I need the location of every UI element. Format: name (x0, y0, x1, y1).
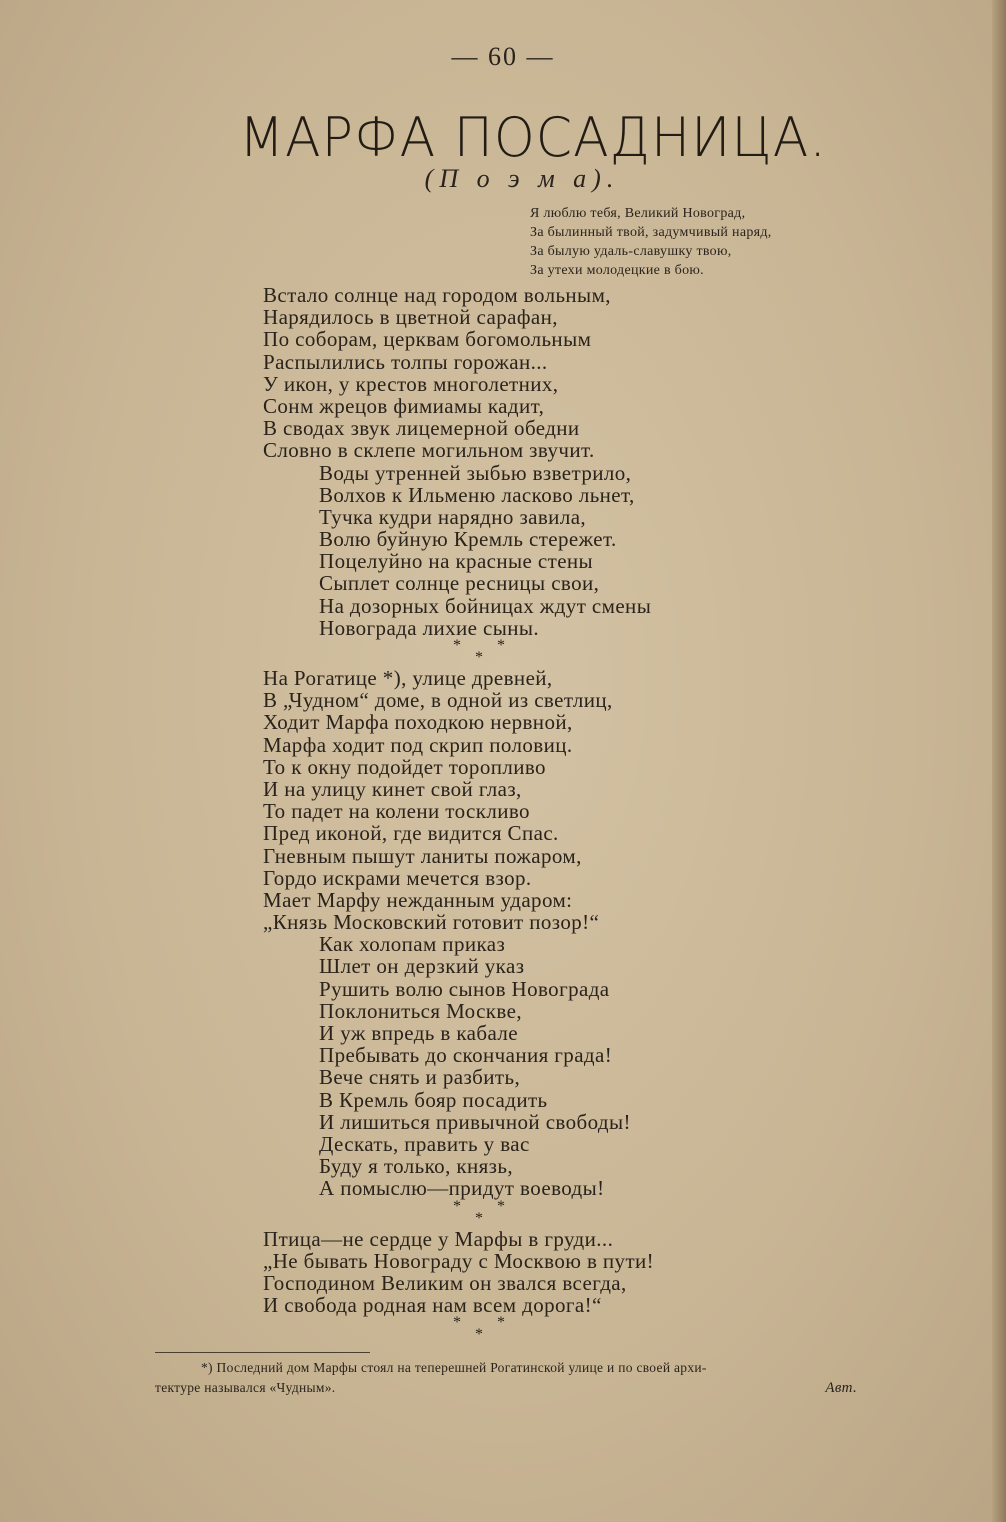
poem-line: Шлет он дерзкий указ (319, 954, 525, 979)
poem-line: В сводах звук лицемерной обедни (263, 416, 580, 441)
poem-line: Воды утренней зыбью взветрило, (319, 460, 632, 485)
separator-star: * (497, 1314, 506, 1332)
footnote (155, 1358, 915, 1398)
poem-line: Марфа ходит под скрип половиц. (263, 732, 573, 757)
poem-line: В „Чудном“ доме, в одной из светлиц, (263, 688, 613, 713)
separator-star: * (497, 637, 506, 654)
poem-line: Гордо искрами мечется взор. (263, 865, 532, 890)
poem-line: И уж впредь в кабале (319, 1021, 518, 1045)
epigraph (530, 204, 860, 280)
poem-line: Пред иконой, где видится Спас. (263, 821, 559, 846)
footnote-author: Авт. (825, 1380, 857, 1396)
poem-body (263, 284, 783, 1344)
separator-star: * (453, 1197, 462, 1215)
poem-line: „Не бывать Новограду с Москвою в пути! (263, 1248, 655, 1273)
separator-star: * (475, 1209, 484, 1227)
poem-line: И лишиться привычной свободы! (319, 1109, 631, 1134)
section-separator (453, 1197, 513, 1228)
poem-line: Поклониться Москве, (319, 998, 522, 1023)
poem-line: Мает Марфу нежданным ударом: (263, 887, 573, 912)
epigraph-line: За утехи молодецкие в бою. (530, 263, 704, 278)
poem-line: И на улицу кинет свой глаз, (263, 776, 522, 801)
separator-star: * (453, 637, 462, 654)
poem-line: Птица—не сердце у Марфы в груди... (263, 1226, 614, 1251)
poem-line: Пребывать до скончания града! (319, 1043, 613, 1068)
epigraph-line: За былую удаль-славушку твою, (530, 244, 732, 259)
page-number: — 60 — (451, 42, 555, 71)
separator-star: * (453, 1314, 462, 1332)
poem-line: То к окну подойдет торопливо (263, 754, 546, 779)
poem-line: В Кремль бояр посадить (319, 1087, 548, 1112)
poem-line: Словно в склепе могильном звучит. (263, 438, 595, 463)
poem-line: Сыплет солнце ресницы свои, (319, 571, 600, 596)
poem-line: По соборам, церквам богомольным (263, 327, 592, 352)
section-separator (453, 639, 513, 667)
poem-line: Буду я только, князь, (319, 1154, 513, 1179)
poem-line: Нарядилось в цветной сарафан, (263, 305, 558, 330)
separator-star: * (475, 1326, 484, 1344)
footnote-text: тектуре назывался «Чудным». (155, 1380, 336, 1395)
poem-line: И свобода родная нам всем дорога!“ (263, 1293, 602, 1318)
poem-line: Сонм жрецов фимиамы кадит, (263, 393, 545, 418)
epigraph-line: Я люблю тебя, Великий Новоград, (530, 206, 746, 221)
poem-subtitle: (П о э м а). (424, 164, 620, 193)
poem-line: Вече снять и разбить, (319, 1065, 521, 1090)
poem-line: То падет на колени тоскливо (263, 799, 530, 824)
poem-line: Распылились толпы горожан... (263, 349, 548, 374)
poem-line: Новограда лихие сыны. (319, 615, 540, 640)
poem-line: Встало солнце над городом вольным, (263, 283, 611, 307)
section-separator (453, 1316, 513, 1344)
poem-line: Господином Великим он звался всегда, (263, 1270, 627, 1295)
poem-line: Тучка кудри нарядно завила, (319, 504, 587, 529)
poem-line: Гневным пышут ланиты пожаром, (263, 843, 582, 868)
poem-line: На дозорных бойницах ждут смены (319, 593, 652, 618)
poem-line: У икон, у крестов многолетних, (263, 371, 559, 396)
poem-line: Как холопам приказ (319, 932, 506, 957)
poem-line: Рушить волю сынов Новограда (319, 976, 610, 1001)
poem-line: На Рогатице *), улице древней, (263, 666, 553, 690)
footnote-line-2 (155, 1378, 915, 1398)
poem-line: Волю буйную Кремль стережет. (319, 527, 617, 552)
poem-line: Волхов к Ильменю ласково льнет, (319, 482, 635, 507)
footnote-line: *) Последний дом Марфы стоял на теперешней Рогатинской улице и по своей архи- (201, 1360, 707, 1375)
poem-line: Ходит Марфа походкою нервной, (263, 710, 573, 735)
poem-line: „Князь Московский готовит позор!“ (263, 910, 600, 935)
page-edge (992, 0, 1006, 1522)
poem-line: А помыслю—придут воеводы! (319, 1176, 605, 1201)
epigraph-line: За былинный твой, задумчивый наряд, (530, 225, 772, 240)
separator-star: * (497, 1197, 506, 1215)
footnote-divider (155, 1352, 370, 1353)
poem-line: Дескать, править у вас (319, 1131, 530, 1156)
separator-star: * (475, 649, 484, 666)
poem-title: МАРФА ПОСАДНИЦА. (239, 106, 827, 170)
poem-line: Поцелуйно на красные стены (319, 549, 594, 574)
